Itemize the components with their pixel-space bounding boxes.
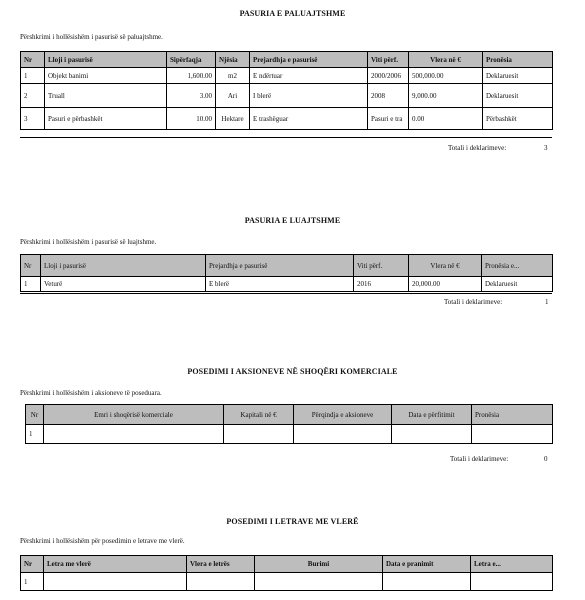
table-cell: Ari [216, 84, 250, 108]
table-cell [472, 425, 553, 444]
movable-property-table [20, 254, 553, 292]
total-label: Totali i deklarimeve: [450, 455, 509, 463]
total-value: 1 [545, 298, 549, 306]
column-header: Nr [21, 255, 41, 277]
column-header: Pronësia [472, 405, 553, 425]
table-cell: Deklaruesit [483, 68, 553, 84]
shares-table [25, 404, 553, 444]
column-header: Data e pranimit [383, 556, 471, 573]
table-cell [294, 425, 392, 444]
column-header: Viti përf. [354, 255, 409, 277]
table-cell: 2000/2006 [368, 68, 409, 84]
total-value: 3 [544, 144, 548, 152]
table-cell: E trashëguar [250, 108, 368, 130]
table-cell: Veturë [41, 277, 206, 292]
table-bottom-rule [20, 137, 552, 138]
table-cell: 1 [26, 425, 44, 444]
column-header: Vlera në € [409, 52, 483, 68]
total-value: 0 [544, 455, 548, 463]
column-header: Burimi [255, 556, 383, 573]
column-header: Letra me vlerë [44, 556, 187, 573]
table-cell [392, 425, 472, 444]
column-header: Nr [21, 556, 44, 573]
table-cell: 20,000.00 [409, 277, 482, 292]
table-cell: 1 [21, 68, 45, 84]
column-header: Sipërfaqja [167, 52, 216, 68]
table-cell [224, 425, 294, 444]
table-cell: 2 [21, 84, 45, 108]
section-description: Përshkrimi i hollësishëm i pasurisë së luajtshme. [20, 238, 157, 246]
column-header: Data e përfitimit [392, 405, 472, 425]
table-cell: 0.00 [409, 108, 483, 130]
table-cell: Truall [45, 84, 167, 108]
table-row [21, 277, 553, 292]
immovable-property-table [20, 51, 553, 130]
total-label: Totali i deklarimeve: [444, 298, 503, 306]
section-title-shares: POSEDIMI I AKSIONEVE NË SHOQËRI KOMERCIALE [187, 367, 398, 376]
table-row [21, 68, 553, 84]
table-bottom-rule [20, 293, 552, 294]
table-cell: 1 [21, 277, 41, 292]
column-header: Vlera në € [409, 255, 482, 277]
table-cell: 1,600.00 [167, 68, 216, 84]
column-header: Viti përf. [368, 52, 409, 68]
column-header: Prejardhja e pasurisë [250, 52, 368, 68]
table-cell [471, 573, 553, 591]
table-cell: 1 [21, 573, 44, 591]
table-cell [187, 573, 255, 591]
table-row [21, 108, 553, 130]
table-cell: Deklaruesit [482, 277, 553, 292]
table-cell: 3.00 [167, 84, 216, 108]
table-cell: Pasuri e tra [368, 108, 409, 130]
section-title-securities: POSEDIMI I LETRAVE ME VLERË [226, 517, 359, 526]
table-cell: Përbashkët [483, 108, 553, 130]
table-cell [383, 573, 471, 591]
table-cell: 2016 [354, 277, 409, 292]
table-header-row [21, 52, 553, 68]
column-header: Prejardhja e pasurisë [206, 255, 354, 277]
total-label: Totali i deklarimeve: [448, 144, 507, 152]
table-row [21, 573, 553, 591]
table-cell: Pasuri e përbashkët [45, 108, 167, 130]
column-header: Lloji i pasurisë [41, 255, 206, 277]
section-title-movable-property: PASURIA E LUAJTSHME [244, 216, 341, 225]
column-header: Pronësia [483, 52, 553, 68]
column-header: Njësia [216, 52, 250, 68]
table-cell [44, 425, 224, 444]
table-header-row [26, 405, 553, 425]
section-description: Përshkrimi i hollësishëm për posedimin e letrave me vlerë. [20, 537, 185, 545]
table-cell: E blerë [206, 277, 354, 292]
column-header: Nr [21, 52, 45, 68]
section-description: Përshkrimi i hollësishëm i pasurisë së paluajtshme. [20, 33, 163, 41]
column-header: Lloji i pasurisë [45, 52, 167, 68]
table-cell: Hektare [216, 108, 250, 130]
table-cell: m2 [216, 68, 250, 84]
table-row [21, 84, 553, 108]
section-description: Përshkrimi i hollësishëm i aksioneve të poseduara. [20, 389, 162, 397]
column-header: Letra e... [471, 556, 553, 573]
column-header: Kapitali në € [224, 405, 294, 425]
section-title-immovable-property: PASURIA E PALUAJTSHME [239, 9, 346, 18]
column-header: Nr [26, 405, 44, 425]
table-cell: Deklaruesit [483, 84, 553, 108]
securities-table [20, 555, 553, 591]
table-cell: I blerë [250, 84, 368, 108]
table-cell [44, 573, 187, 591]
table-row [26, 425, 553, 444]
table-cell [255, 573, 383, 591]
column-header: Përqindja e aksioneve [294, 405, 392, 425]
table-header-row [21, 255, 553, 277]
table-cell: 3 [21, 108, 45, 130]
table-cell: 500,000.00 [409, 68, 483, 84]
table-cell: 9,000.00 [409, 84, 483, 108]
column-header: Pronësia e... [482, 255, 553, 277]
column-header: Vlera e letrës [187, 556, 255, 573]
table-cell: 10.00 [167, 108, 216, 130]
table-cell: Objekt banimi [45, 68, 167, 84]
column-header: Emri i shoqërisë komerciale [44, 405, 224, 425]
table-header-row [21, 556, 553, 573]
table-cell: 2008 [368, 84, 409, 108]
table-cell: E ndërtuar [250, 68, 368, 84]
